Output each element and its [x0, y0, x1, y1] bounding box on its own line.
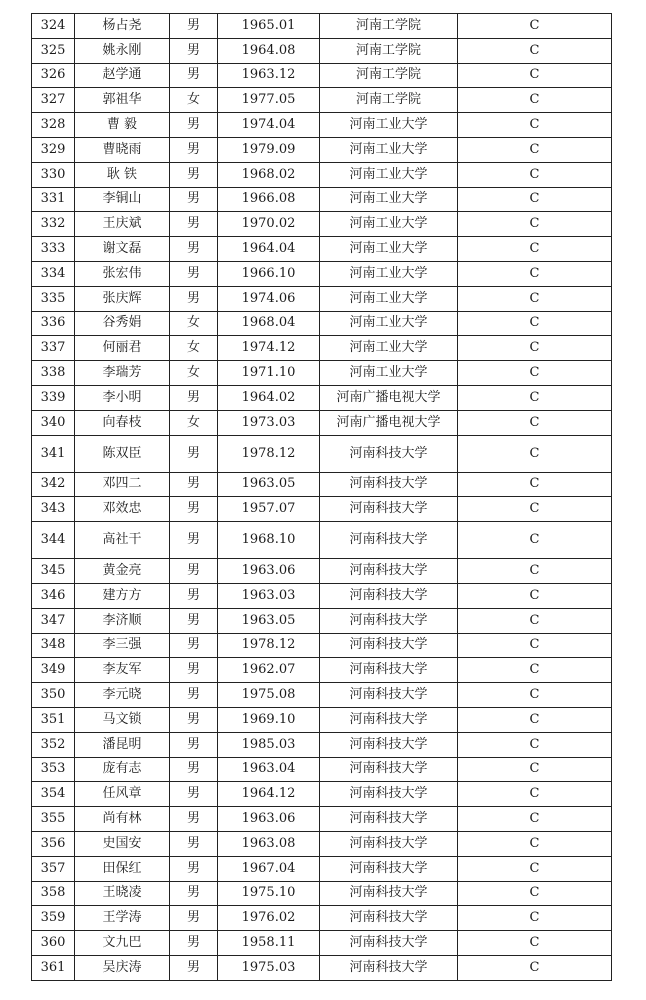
name-cell: 谷秀娟 — [75, 311, 170, 336]
table-row — [32, 683, 612, 708]
roster-table — [31, 13, 612, 981]
row-number-cell: 359 — [32, 906, 75, 931]
name-cell: 张庆辉 — [75, 286, 170, 311]
gender-cell: 女 — [170, 311, 218, 336]
gender-cell: 男 — [170, 261, 218, 286]
gender-cell: 男 — [170, 831, 218, 856]
table-row — [32, 410, 612, 435]
birth-date-cell: 1968.02 — [218, 162, 320, 187]
grade-cell: C — [458, 162, 612, 187]
gender-cell: 男 — [170, 683, 218, 708]
row-number-cell: 351 — [32, 707, 75, 732]
name-cell: 陈双臣 — [75, 435, 170, 472]
row-number-cell: 345 — [32, 559, 75, 584]
birth-date-cell: 1963.05 — [218, 608, 320, 633]
institution-cell: 河南工学院 — [320, 14, 458, 39]
gender-cell: 男 — [170, 881, 218, 906]
name-cell: 李元晓 — [75, 683, 170, 708]
name-cell: 姚永刚 — [75, 38, 170, 63]
name-cell: 曹 毅 — [75, 113, 170, 138]
row-number-cell: 336 — [32, 311, 75, 336]
institution-cell: 河南科技大学 — [320, 522, 458, 559]
grade-cell: C — [458, 137, 612, 162]
birth-date-cell: 1974.12 — [218, 336, 320, 361]
institution-cell: 河南工业大学 — [320, 261, 458, 286]
institution-cell: 河南科技大学 — [320, 906, 458, 931]
birth-date-cell: 1965.01 — [218, 14, 320, 39]
institution-cell: 河南科技大学 — [320, 831, 458, 856]
birth-date-cell: 1958.11 — [218, 931, 320, 956]
gender-cell: 男 — [170, 237, 218, 262]
birth-date-cell: 1966.08 — [218, 187, 320, 212]
birth-date-cell: 1963.05 — [218, 472, 320, 497]
gender-cell: 男 — [170, 286, 218, 311]
name-cell: 杨占尧 — [75, 14, 170, 39]
gender-cell: 男 — [170, 137, 218, 162]
row-number-cell: 348 — [32, 633, 75, 658]
table-row — [32, 497, 612, 522]
birth-date-cell: 1985.03 — [218, 732, 320, 757]
gender-cell: 男 — [170, 385, 218, 410]
row-number-cell: 326 — [32, 63, 75, 88]
name-cell: 张宏伟 — [75, 261, 170, 286]
grade-cell: C — [458, 732, 612, 757]
roster-body — [32, 14, 612, 981]
gender-cell: 女 — [170, 361, 218, 386]
table-row — [32, 14, 612, 39]
birth-date-cell: 1975.08 — [218, 683, 320, 708]
institution-cell: 河南工业大学 — [320, 162, 458, 187]
gender-cell: 男 — [170, 38, 218, 63]
institution-cell: 河南科技大学 — [320, 881, 458, 906]
name-cell: 庞有志 — [75, 757, 170, 782]
table-row — [32, 633, 612, 658]
grade-cell: C — [458, 385, 612, 410]
institution-cell: 河南工业大学 — [320, 187, 458, 212]
gender-cell: 男 — [170, 14, 218, 39]
grade-cell: C — [458, 955, 612, 980]
table-row — [32, 732, 612, 757]
name-cell: 李铜山 — [75, 187, 170, 212]
birth-date-cell: 1968.04 — [218, 311, 320, 336]
row-number-cell: 335 — [32, 286, 75, 311]
institution-cell: 河南工学院 — [320, 63, 458, 88]
grade-cell: C — [458, 658, 612, 683]
name-cell: 邓效忠 — [75, 497, 170, 522]
table-row — [32, 782, 612, 807]
institution-cell: 河南科技大学 — [320, 782, 458, 807]
row-number-cell: 350 — [32, 683, 75, 708]
grade-cell: C — [458, 472, 612, 497]
gender-cell: 男 — [170, 162, 218, 187]
table-row — [32, 38, 612, 63]
gender-cell: 男 — [170, 782, 218, 807]
table-row — [32, 757, 612, 782]
row-number-cell: 337 — [32, 336, 75, 361]
grade-cell: C — [458, 14, 612, 39]
grade-cell: C — [458, 633, 612, 658]
name-cell: 邓四二 — [75, 472, 170, 497]
row-number-cell: 347 — [32, 608, 75, 633]
institution-cell: 河南科技大学 — [320, 807, 458, 832]
name-cell: 吴庆涛 — [75, 955, 170, 980]
name-cell: 李小明 — [75, 385, 170, 410]
table-row — [32, 286, 612, 311]
name-cell: 李三强 — [75, 633, 170, 658]
gender-cell: 男 — [170, 435, 218, 472]
row-number-cell: 354 — [32, 782, 75, 807]
row-number-cell: 333 — [32, 237, 75, 262]
name-cell: 何丽君 — [75, 336, 170, 361]
table-row — [32, 707, 612, 732]
name-cell: 田保红 — [75, 856, 170, 881]
birth-date-cell: 1967.04 — [218, 856, 320, 881]
row-number-cell: 356 — [32, 831, 75, 856]
gender-cell: 男 — [170, 633, 218, 658]
table-row — [32, 807, 612, 832]
birth-date-cell: 1978.12 — [218, 633, 320, 658]
name-cell: 耿 铁 — [75, 162, 170, 187]
birth-date-cell: 1969.10 — [218, 707, 320, 732]
birth-date-cell: 1963.04 — [218, 757, 320, 782]
table-row — [32, 385, 612, 410]
birth-date-cell: 1964.02 — [218, 385, 320, 410]
grade-cell: C — [458, 707, 612, 732]
institution-cell: 河南科技大学 — [320, 931, 458, 956]
gender-cell: 男 — [170, 113, 218, 138]
row-number-cell: 324 — [32, 14, 75, 39]
birth-date-cell: 1963.06 — [218, 559, 320, 584]
table-row — [32, 88, 612, 113]
institution-cell: 河南工学院 — [320, 88, 458, 113]
birth-date-cell: 1964.04 — [218, 237, 320, 262]
grade-cell: C — [458, 410, 612, 435]
institution-cell: 河南科技大学 — [320, 732, 458, 757]
table-row — [32, 906, 612, 931]
row-number-cell: 343 — [32, 497, 75, 522]
table-row — [32, 831, 612, 856]
birth-date-cell: 1974.06 — [218, 286, 320, 311]
row-number-cell: 339 — [32, 385, 75, 410]
name-cell: 李济顺 — [75, 608, 170, 633]
row-number-cell: 331 — [32, 187, 75, 212]
name-cell: 李瑞芳 — [75, 361, 170, 386]
grade-cell: C — [458, 522, 612, 559]
gender-cell: 男 — [170, 931, 218, 956]
birth-date-cell: 1979.09 — [218, 137, 320, 162]
institution-cell: 河南科技大学 — [320, 633, 458, 658]
gender-cell: 男 — [170, 658, 218, 683]
grade-cell: C — [458, 559, 612, 584]
row-number-cell: 330 — [32, 162, 75, 187]
grade-cell: C — [458, 782, 612, 807]
row-number-cell: 327 — [32, 88, 75, 113]
grade-cell: C — [458, 237, 612, 262]
table-row — [32, 361, 612, 386]
name-cell: 王庆斌 — [75, 212, 170, 237]
name-cell: 曹晓雨 — [75, 137, 170, 162]
row-number-cell: 341 — [32, 435, 75, 472]
name-cell: 赵学通 — [75, 63, 170, 88]
grade-cell: C — [458, 88, 612, 113]
gender-cell: 男 — [170, 757, 218, 782]
row-number-cell: 334 — [32, 261, 75, 286]
name-cell: 文九巴 — [75, 931, 170, 956]
gender-cell: 男 — [170, 583, 218, 608]
gender-cell: 女 — [170, 336, 218, 361]
grade-cell: C — [458, 38, 612, 63]
birth-date-cell: 1963.06 — [218, 807, 320, 832]
institution-cell: 河南工业大学 — [320, 336, 458, 361]
table-row — [32, 63, 612, 88]
row-number-cell: 328 — [32, 113, 75, 138]
name-cell: 马文锁 — [75, 707, 170, 732]
grade-cell: C — [458, 807, 612, 832]
grade-cell: C — [458, 212, 612, 237]
birth-date-cell: 1976.02 — [218, 906, 320, 931]
table-row — [32, 881, 612, 906]
row-number-cell: 352 — [32, 732, 75, 757]
gender-cell: 男 — [170, 212, 218, 237]
gender-cell: 男 — [170, 856, 218, 881]
institution-cell: 河南工业大学 — [320, 311, 458, 336]
table-row — [32, 336, 612, 361]
gender-cell: 男 — [170, 187, 218, 212]
birth-date-cell: 1971.10 — [218, 361, 320, 386]
table-row — [32, 856, 612, 881]
grade-cell: C — [458, 757, 612, 782]
birth-date-cell: 1974.04 — [218, 113, 320, 138]
institution-cell: 河南广播电视大学 — [320, 410, 458, 435]
row-number-cell: 353 — [32, 757, 75, 782]
name-cell: 向春枝 — [75, 410, 170, 435]
grade-cell: C — [458, 906, 612, 931]
birth-date-cell: 1970.02 — [218, 212, 320, 237]
institution-cell: 河南工学院 — [320, 38, 458, 63]
grade-cell: C — [458, 881, 612, 906]
row-number-cell: 349 — [32, 658, 75, 683]
birth-date-cell: 1963.03 — [218, 583, 320, 608]
table-row — [32, 187, 612, 212]
row-number-cell: 361 — [32, 955, 75, 980]
name-cell: 建方方 — [75, 583, 170, 608]
institution-cell: 河南科技大学 — [320, 435, 458, 472]
institution-cell: 河南科技大学 — [320, 856, 458, 881]
table-row — [32, 113, 612, 138]
institution-cell: 河南科技大学 — [320, 955, 458, 980]
birth-date-cell: 1977.05 — [218, 88, 320, 113]
grade-cell: C — [458, 497, 612, 522]
birth-date-cell: 1973.03 — [218, 410, 320, 435]
birth-date-cell: 1964.08 — [218, 38, 320, 63]
name-cell: 谢文磊 — [75, 237, 170, 262]
table-row — [32, 212, 612, 237]
table-row — [32, 261, 612, 286]
table-row — [32, 137, 612, 162]
grade-cell: C — [458, 336, 612, 361]
table-row — [32, 435, 612, 472]
birth-date-cell: 1966.10 — [218, 261, 320, 286]
grade-cell: C — [458, 361, 612, 386]
row-number-cell: 342 — [32, 472, 75, 497]
table-row — [32, 583, 612, 608]
row-number-cell: 357 — [32, 856, 75, 881]
gender-cell: 男 — [170, 955, 218, 980]
gender-cell: 男 — [170, 472, 218, 497]
gender-cell: 男 — [170, 608, 218, 633]
grade-cell: C — [458, 683, 612, 708]
institution-cell: 河南工业大学 — [320, 361, 458, 386]
table-row — [32, 162, 612, 187]
gender-cell: 男 — [170, 707, 218, 732]
birth-date-cell: 1975.10 — [218, 881, 320, 906]
institution-cell: 河南科技大学 — [320, 497, 458, 522]
institution-cell: 河南科技大学 — [320, 608, 458, 633]
institution-cell: 河南科技大学 — [320, 757, 458, 782]
row-number-cell: 329 — [32, 137, 75, 162]
institution-cell: 河南工业大学 — [320, 113, 458, 138]
name-cell: 李友军 — [75, 658, 170, 683]
row-number-cell: 346 — [32, 583, 75, 608]
name-cell: 郭祖华 — [75, 88, 170, 113]
gender-cell: 男 — [170, 807, 218, 832]
table-row — [32, 522, 612, 559]
birth-date-cell: 1964.12 — [218, 782, 320, 807]
gender-cell: 女 — [170, 410, 218, 435]
row-number-cell: 355 — [32, 807, 75, 832]
birth-date-cell: 1963.12 — [218, 63, 320, 88]
institution-cell: 河南广播电视大学 — [320, 385, 458, 410]
row-number-cell: 360 — [32, 931, 75, 956]
institution-cell: 河南科技大学 — [320, 707, 458, 732]
grade-cell: C — [458, 187, 612, 212]
name-cell: 尚有林 — [75, 807, 170, 832]
gender-cell: 男 — [170, 732, 218, 757]
grade-cell: C — [458, 608, 612, 633]
grade-cell: C — [458, 435, 612, 472]
institution-cell: 河南工业大学 — [320, 212, 458, 237]
table-row — [32, 608, 612, 633]
name-cell: 黄金亮 — [75, 559, 170, 584]
name-cell: 高社干 — [75, 522, 170, 559]
gender-cell: 男 — [170, 63, 218, 88]
institution-cell: 河南工业大学 — [320, 137, 458, 162]
institution-cell: 河南科技大学 — [320, 683, 458, 708]
name-cell: 史国安 — [75, 831, 170, 856]
row-number-cell: 340 — [32, 410, 75, 435]
grade-cell: C — [458, 311, 612, 336]
table-row — [32, 311, 612, 336]
table-row — [32, 931, 612, 956]
name-cell: 任风章 — [75, 782, 170, 807]
row-number-cell: 338 — [32, 361, 75, 386]
row-number-cell: 325 — [32, 38, 75, 63]
grade-cell: C — [458, 63, 612, 88]
birth-date-cell: 1975.03 — [218, 955, 320, 980]
gender-cell: 男 — [170, 906, 218, 931]
table-row — [32, 237, 612, 262]
gender-cell: 男 — [170, 559, 218, 584]
table-row — [32, 559, 612, 584]
birth-date-cell: 1978.12 — [218, 435, 320, 472]
birth-date-cell: 1957.07 — [218, 497, 320, 522]
grade-cell: C — [458, 856, 612, 881]
grade-cell: C — [458, 286, 612, 311]
grade-cell: C — [458, 931, 612, 956]
institution-cell: 河南科技大学 — [320, 559, 458, 584]
grade-cell: C — [458, 113, 612, 138]
grade-cell: C — [458, 261, 612, 286]
row-number-cell: 358 — [32, 881, 75, 906]
institution-cell: 河南工业大学 — [320, 286, 458, 311]
gender-cell: 男 — [170, 522, 218, 559]
grade-cell: C — [458, 831, 612, 856]
institution-cell: 河南科技大学 — [320, 658, 458, 683]
name-cell: 潘昆明 — [75, 732, 170, 757]
birth-date-cell: 1963.08 — [218, 831, 320, 856]
gender-cell: 男 — [170, 497, 218, 522]
row-number-cell: 332 — [32, 212, 75, 237]
table-row — [32, 472, 612, 497]
table-row — [32, 658, 612, 683]
row-number-cell: 344 — [32, 522, 75, 559]
birth-date-cell: 1962.07 — [218, 658, 320, 683]
grade-cell: C — [458, 583, 612, 608]
table-row — [32, 955, 612, 980]
birth-date-cell: 1968.10 — [218, 522, 320, 559]
institution-cell: 河南科技大学 — [320, 583, 458, 608]
gender-cell: 女 — [170, 88, 218, 113]
name-cell: 王晓凌 — [75, 881, 170, 906]
institution-cell: 河南工业大学 — [320, 237, 458, 262]
institution-cell: 河南科技大学 — [320, 472, 458, 497]
name-cell: 王学涛 — [75, 906, 170, 931]
